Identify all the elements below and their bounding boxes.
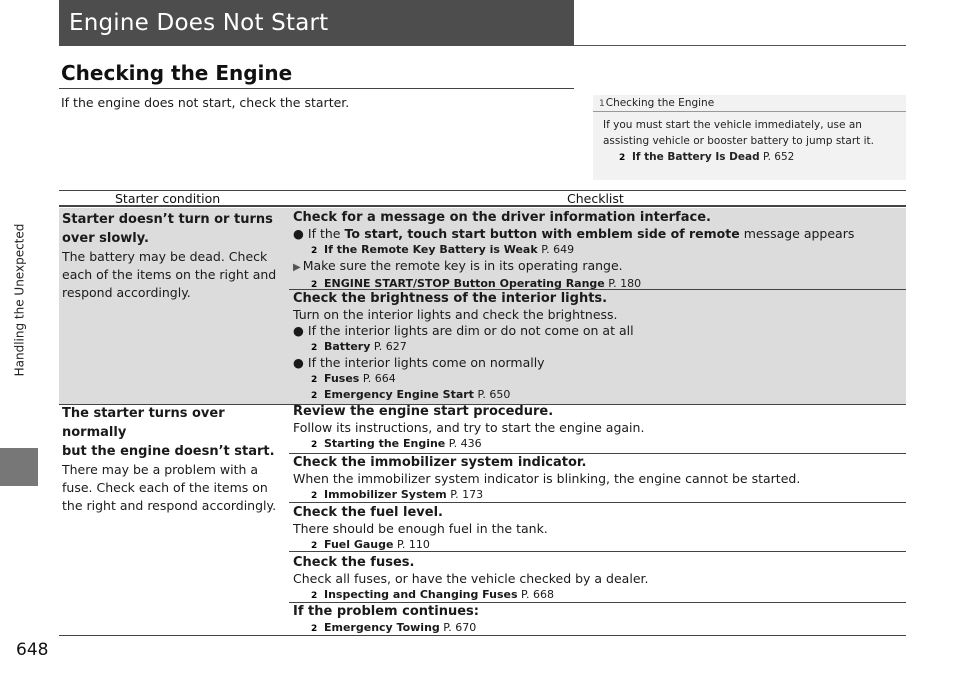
bullet-text-bold: To start, touch start button with emblem side of remote bbox=[344, 226, 740, 241]
column-header-checklist: Checklist bbox=[567, 191, 624, 206]
section-heading: Checking the Engine bbox=[61, 61, 293, 85]
intro-text: If the engine does not start, check the starter. bbox=[61, 95, 350, 110]
note-heading-text: Checking the Engine bbox=[605, 97, 715, 109]
condition-text-line: The battery may be dead. Check bbox=[62, 249, 268, 264]
reference-page: P. 180 bbox=[608, 277, 642, 290]
reference-page: P. 436 bbox=[448, 437, 482, 450]
condition-title-line: over slowly. bbox=[62, 231, 149, 246]
cross-reference-link[interactable] bbox=[293, 339, 905, 355]
check-item bbox=[293, 291, 905, 403]
check-text: Check all fuses, or have the vehicle checked by a dealer. bbox=[293, 571, 649, 586]
check-item bbox=[293, 555, 905, 603]
cross-reference-arrow-icon: 2 bbox=[311, 440, 318, 450]
sub-item-text: Make sure the remote key is in its operating range. bbox=[302, 258, 623, 273]
condition-cell-1 bbox=[62, 210, 284, 302]
cross-reference-link[interactable] bbox=[293, 371, 905, 387]
cross-reference-arrow-icon: 2 bbox=[311, 343, 318, 353]
cross-reference-arrow-icon: 2 bbox=[311, 591, 318, 601]
note-body-line-1: If you must start the vehicle immediately, use an bbox=[603, 119, 862, 131]
bullet-icon: ● bbox=[293, 226, 304, 241]
condition-title-line: The starter turns over normally bbox=[62, 406, 225, 440]
check-text: Follow its instructions, and try to start the engine again. bbox=[293, 420, 645, 435]
reference-title: Battery bbox=[324, 340, 371, 353]
page-title: Engine Does Not Start bbox=[69, 10, 329, 36]
check-text: There should be enough fuel in the tank. bbox=[293, 521, 548, 536]
cross-reference-link[interactable] bbox=[293, 387, 905, 403]
check-bullet bbox=[293, 355, 905, 371]
cross-reference-link[interactable] bbox=[293, 436, 905, 452]
check-bullet bbox=[293, 226, 905, 242]
check-item bbox=[293, 604, 905, 636]
cross-reference-arrow-icon: 2 bbox=[311, 280, 318, 290]
condition-text-line: There may be a problem with a bbox=[62, 462, 259, 477]
title-rule bbox=[574, 45, 906, 46]
reference-title: If the Remote Key Battery is Weak bbox=[324, 243, 538, 256]
check-item bbox=[293, 505, 905, 553]
reference-page: P. 670 bbox=[443, 621, 477, 634]
reference-title: Fuses bbox=[324, 372, 360, 385]
reference-page: P. 650 bbox=[477, 388, 511, 401]
note-reference-title: If the Battery Is Dead bbox=[632, 151, 760, 163]
bullet-text: If the interior lights come on normally bbox=[307, 355, 545, 370]
note-reference-page: P. 652 bbox=[762, 151, 795, 163]
check-text: Turn on the interior lights and check the brightness. bbox=[293, 307, 618, 322]
table-header bbox=[59, 190, 906, 207]
condition-title-line: but the engine doesn’t start. bbox=[62, 444, 275, 459]
check-heading: Check the immobilizer system indicator. bbox=[293, 455, 587, 470]
reference-page: P. 649 bbox=[541, 243, 575, 256]
check-bullet bbox=[293, 323, 905, 339]
row-divider bbox=[289, 602, 906, 603]
condition-text-line: the right and respond accordingly. bbox=[62, 498, 277, 513]
check-heading: Review the engine start procedure. bbox=[293, 404, 554, 419]
condition-text-line: fuse. Check each of the items on bbox=[62, 480, 268, 495]
reference-page: P. 173 bbox=[450, 488, 484, 501]
condition-text-line: each of the items on the right and bbox=[62, 267, 277, 282]
cross-reference-arrow-icon: 2 bbox=[311, 246, 318, 256]
row-divider bbox=[289, 453, 906, 454]
reference-title: Emergency Engine Start bbox=[324, 388, 474, 401]
check-sub-item bbox=[293, 258, 905, 276]
cross-reference-arrow-icon: 2 bbox=[311, 541, 318, 551]
note-heading bbox=[593, 95, 906, 112]
column-header-condition: Starter condition bbox=[115, 191, 221, 206]
reference-page: P. 110 bbox=[396, 538, 430, 551]
bullet-text-suffix: message appears bbox=[743, 226, 855, 241]
page-number: 648 bbox=[16, 640, 49, 660]
row-divider bbox=[289, 551, 906, 552]
reference-title: Inspecting and Changing Fuses bbox=[324, 588, 518, 601]
check-heading: Check for a message on the driver information interface. bbox=[293, 210, 711, 225]
condition-cell-2 bbox=[62, 404, 284, 515]
reference-title: ENGINE START/STOP Button Operating Range bbox=[324, 277, 605, 290]
reference-title: Fuel Gauge bbox=[324, 538, 394, 551]
bullet-icon: ● bbox=[293, 355, 304, 370]
check-heading: Check the fuel level. bbox=[293, 505, 443, 520]
row-divider bbox=[289, 502, 906, 503]
note-reference-link[interactable] bbox=[603, 149, 899, 165]
triangle-arrow-icon: ▶ bbox=[293, 262, 301, 273]
check-heading: Check the fuses. bbox=[293, 555, 415, 570]
cross-reference-link[interactable] bbox=[293, 487, 905, 503]
side-note bbox=[593, 95, 906, 180]
bullet-icon: ● bbox=[293, 323, 304, 338]
reference-title: Immobilizer System bbox=[324, 488, 447, 501]
cross-reference-arrow-icon: 2 bbox=[619, 153, 626, 163]
check-item bbox=[293, 210, 905, 292]
check-heading: If the problem continues: bbox=[293, 604, 479, 619]
cross-reference-link[interactable] bbox=[293, 242, 905, 258]
cross-reference-arrow-icon: 2 bbox=[311, 375, 318, 385]
page-title-bar bbox=[59, 0, 574, 46]
condition-title-line: Starter doesn’t turn or turns bbox=[62, 212, 273, 227]
cross-reference-arrow-icon: 2 bbox=[311, 624, 318, 634]
check-text: When the immobilizer system indicator is blinking, the engine cannot be started. bbox=[293, 471, 801, 486]
cross-reference-arrow-icon: 2 bbox=[311, 391, 318, 401]
condition-text-line: respond accordingly. bbox=[62, 285, 191, 300]
note-marker-icon: 1 bbox=[599, 99, 605, 109]
side-chapter-label-container bbox=[2, 160, 36, 440]
reference-page: P. 664 bbox=[362, 372, 396, 385]
section-rule bbox=[59, 88, 574, 89]
cross-reference-link[interactable] bbox=[293, 620, 905, 636]
note-body bbox=[603, 117, 899, 165]
side-chapter-label: Handling the Unexpected bbox=[12, 223, 26, 377]
side-bar bbox=[0, 0, 38, 678]
check-heading: Check the brightness of the interior lights. bbox=[293, 291, 608, 306]
bullet-text: If the interior lights are dim or do not come on at all bbox=[307, 323, 634, 338]
reference-title: Emergency Towing bbox=[324, 621, 440, 634]
note-body-line-2: assisting vehicle or booster battery to jump start it. bbox=[603, 135, 874, 147]
chapter-tab bbox=[0, 448, 38, 486]
cross-reference-arrow-icon: 2 bbox=[311, 491, 318, 501]
check-item bbox=[293, 455, 905, 503]
reference-title: Starting the Engine bbox=[324, 437, 446, 450]
table-bottom-rule bbox=[59, 635, 906, 636]
check-item bbox=[293, 404, 905, 452]
reference-page: P. 668 bbox=[521, 588, 554, 601]
cross-reference-link[interactable] bbox=[293, 587, 905, 603]
bullet-text-prefix: If the bbox=[307, 226, 341, 241]
reference-page: P. 627 bbox=[373, 340, 407, 353]
cross-reference-link[interactable] bbox=[293, 276, 905, 292]
